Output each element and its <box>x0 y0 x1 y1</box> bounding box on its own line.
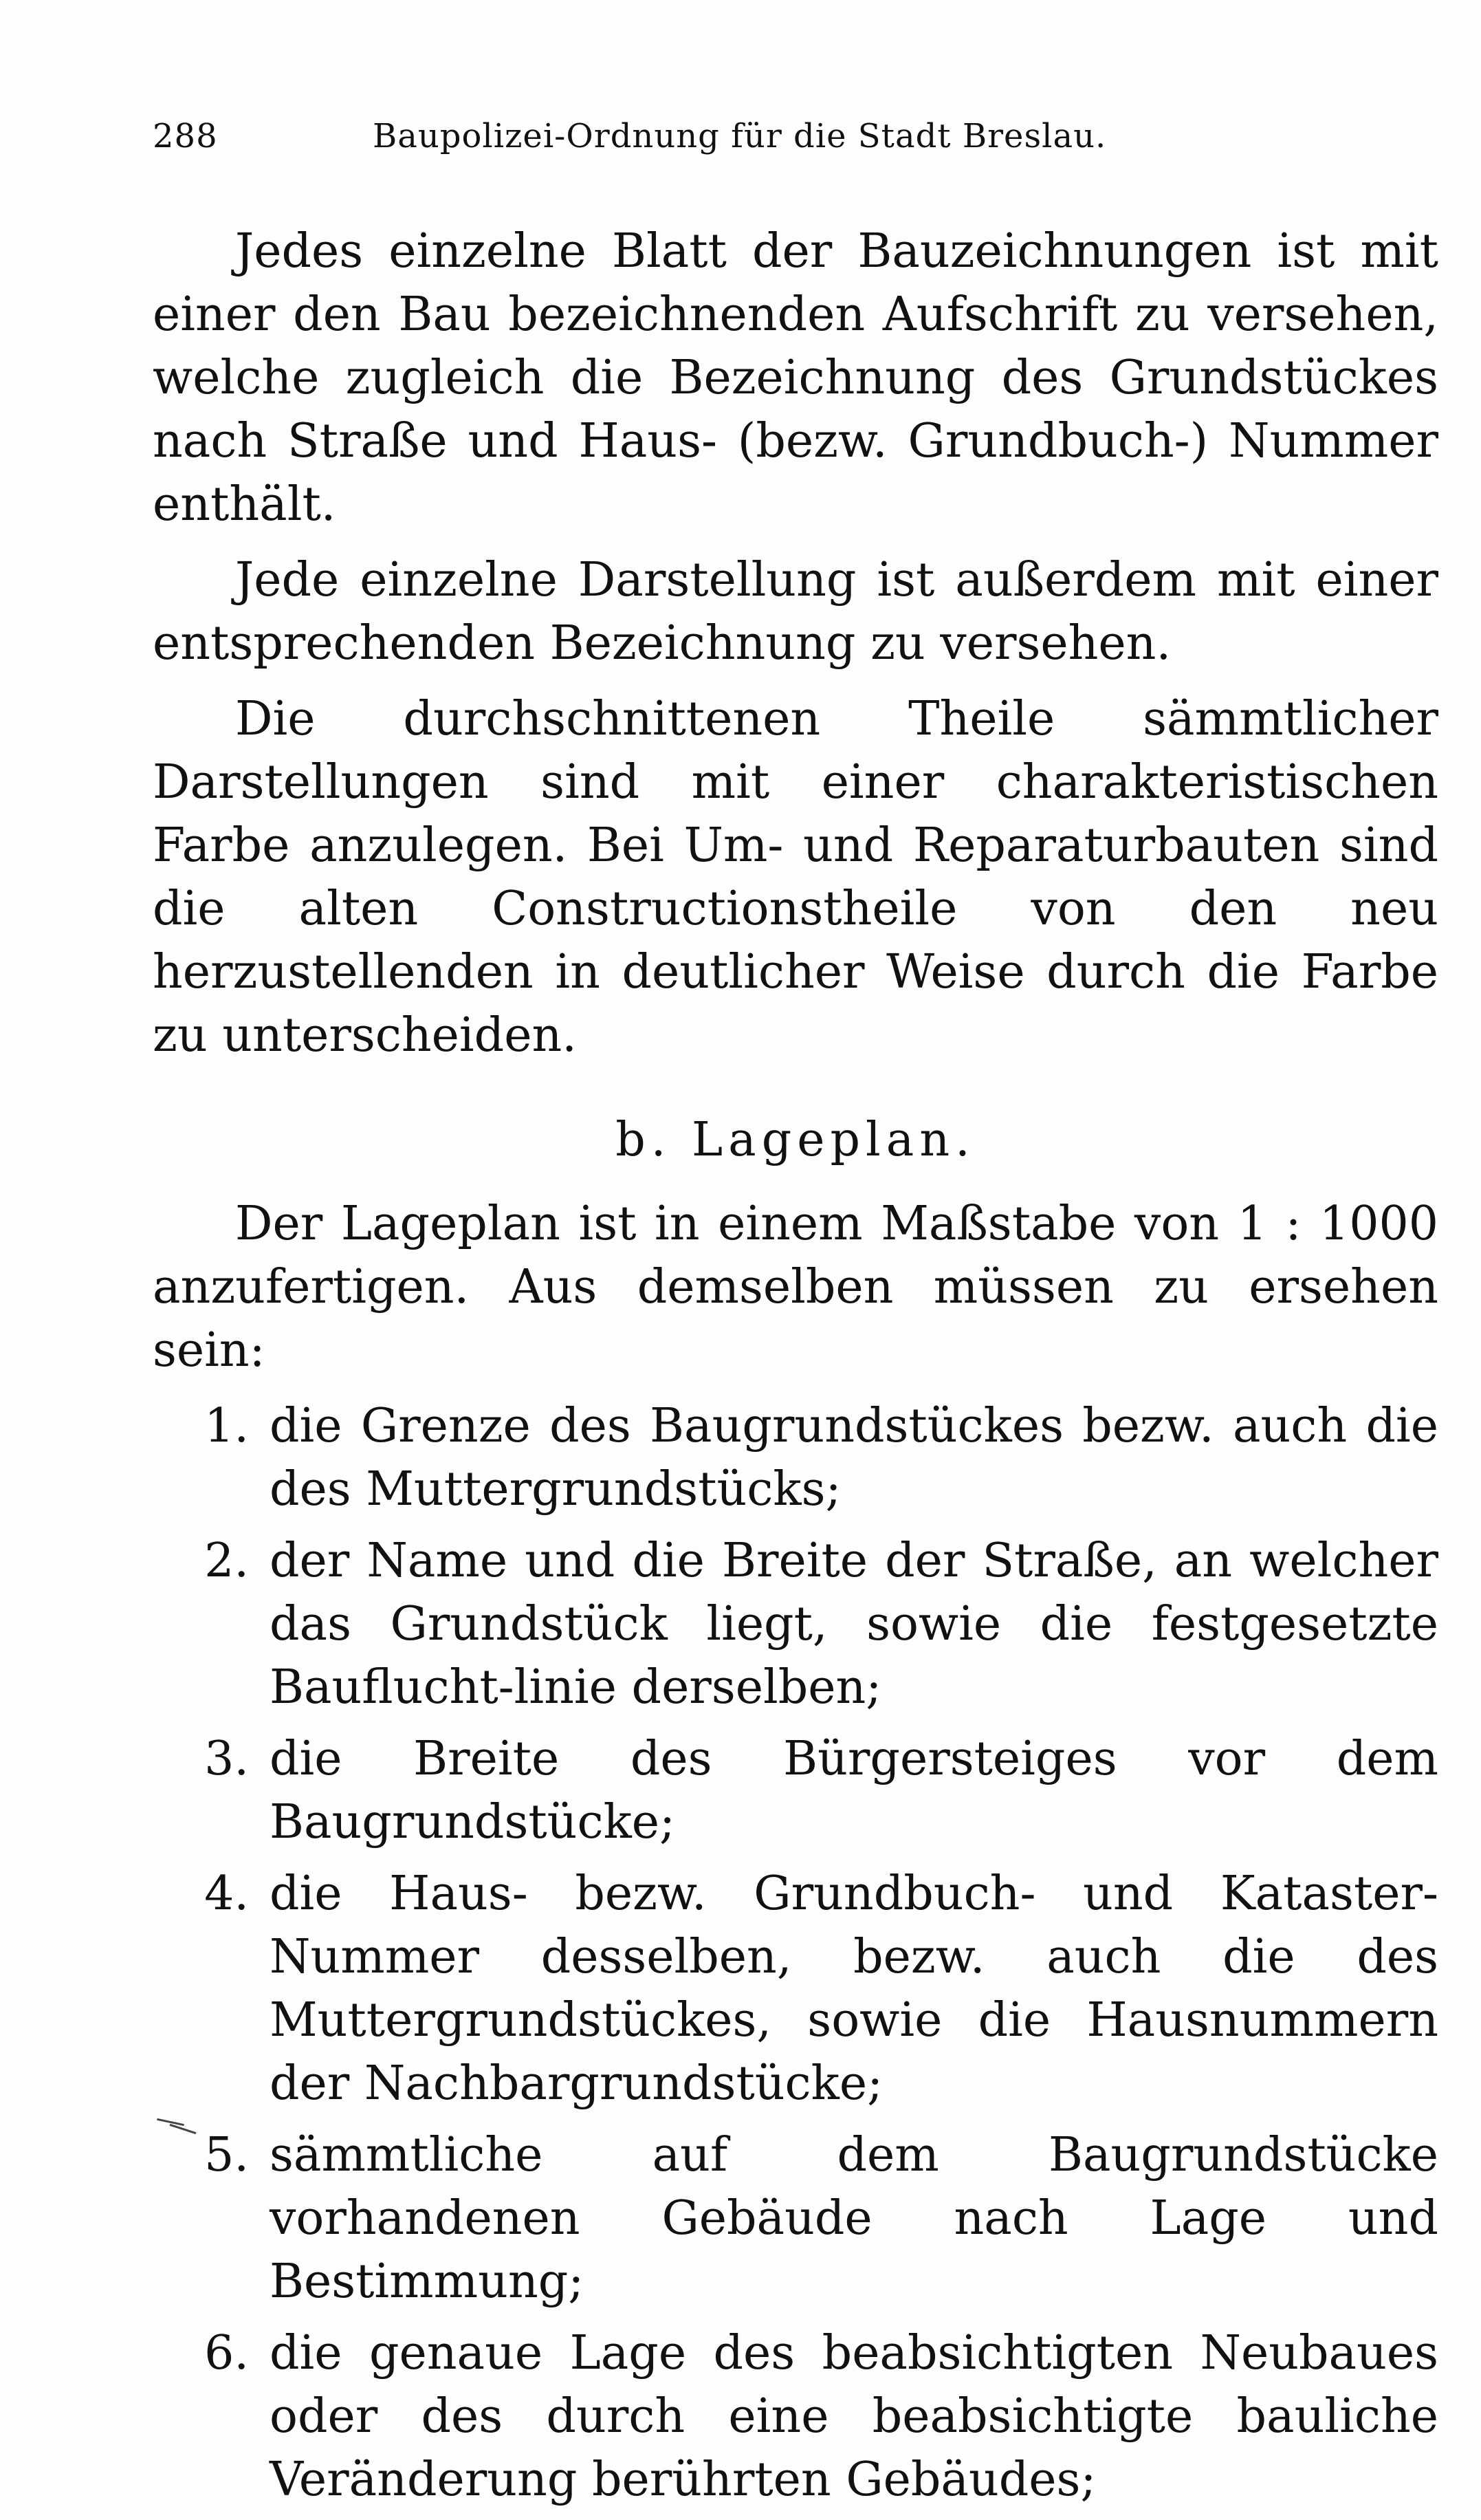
list-item <box>153 1728 1438 1854</box>
list-item-text: die genaue Lage des beabsichtigten Neubaues oder des durch eine beabsichtigte bauliche Veränderung berührten Gebäudes; <box>270 2326 1438 2507</box>
list-item <box>153 1395 1438 1521</box>
list-item <box>153 2124 1438 2314</box>
paragraph: Die durchschnittenen Theile sämmtlicher Darstellungen sind mit einer charakteristischen Farbe anzulegen. Bei Um- und Reparaturbauten sind die alten Constructionstheile von den neu herzustellenden in deutlicher Weise durch die Farbe zu unterscheiden. <box>153 692 1438 1063</box>
list-item-number: 1. <box>204 1399 249 1453</box>
list-item-text: die Breite des Bürgersteiges vor dem Baugrundstücke; <box>270 1732 1438 1849</box>
paragraph: Jede einzelne Darstellung ist außerdem mit einer entsprechenden Bezeichnung zu versehen. <box>153 553 1438 671</box>
list-item-number: 3. <box>204 1732 249 1786</box>
list-item-text: sämmtliche auf dem Baugrundstücke vorhandenen Gebäude nach Lage und Bestimmung; <box>270 2128 1438 2309</box>
list-item-number: 2. <box>204 1534 249 1588</box>
list-item-number: 5. <box>204 2128 249 2182</box>
page-number: 288 <box>153 117 218 155</box>
list-item <box>153 1862 1438 2116</box>
list-item-number: 4. <box>204 1867 249 1921</box>
page-body <box>153 220 1438 2512</box>
section-heading: b. Lageplan. <box>615 1113 976 1167</box>
list-item-number: 6. <box>204 2326 249 2380</box>
list-item <box>153 2322 1438 2512</box>
paragraph: Jedes einzelne Blatt der Bauzeichnungen ist mit einer den Bau bezeichnenden Aufschrift zu versehen, welche zugleich die Bezeichnung des Grundstückes nach Straße und Haus- (bezw. Grundbuch-) Nummer enthält. <box>153 224 1438 532</box>
section-intro: Der Lageplan ist in einem Maßstabe von 1 : 1000 anzufertigen. Aus demselben müssen zu ersehen sein: <box>153 1197 1438 1378</box>
list-item-text: der Name und die Breite der Straße, an welcher das Grundstück liegt, sowie die festgesetzte Bauflucht-linie derselben; <box>270 1534 1438 1715</box>
page-header <box>153 117 1438 172</box>
stray-ink-mark <box>157 2118 198 2132</box>
requirements-list <box>153 1395 1438 2512</box>
list-item <box>153 1530 1438 1719</box>
book-page <box>153 117 1438 2520</box>
list-item-text: die Grenze des Baugrundstückes bezw. auch die des Muttergrundstücks; <box>270 1399 1438 1517</box>
list-item-text: die Haus- bezw. Grundbuch- und Kataster-Nummer desselben, bezw. auch die des Muttergrundstückes, sowie die Hausnummern der Nachbargrundstücke; <box>270 1867 1438 2111</box>
running-head: Baupolizei-Ordnung für die Stadt Breslau. <box>373 117 1107 155</box>
